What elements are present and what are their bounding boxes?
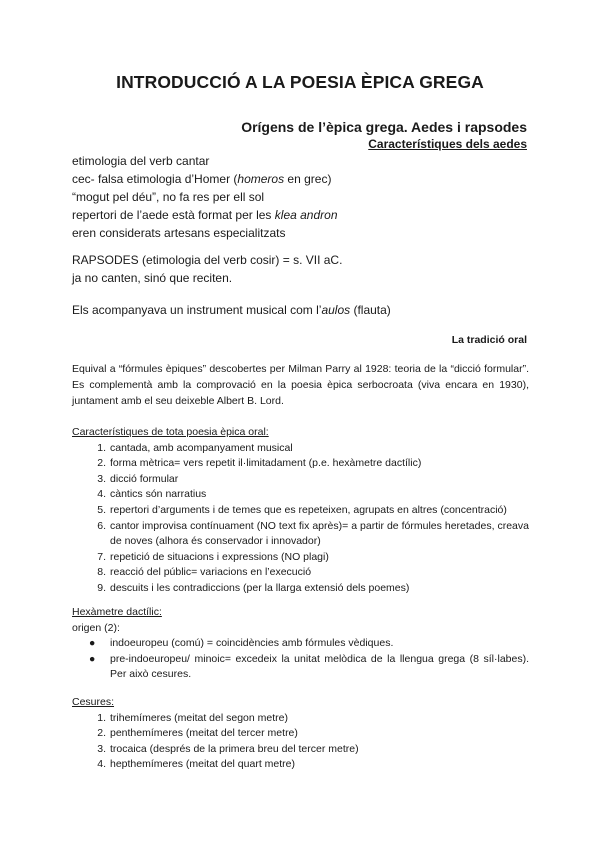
- bullet-icon: ●: [89, 652, 96, 665]
- list-item: 7. repetició de situacions i expressions (NO plagi): [97, 550, 329, 563]
- oral-tradition-paragraph: Equival a “fórmules èpiques” descobertes per Milman Parry al 1928: teoria de la “dicció formular”. Es complementà amb la comprovació en la poesia èpica serbocroata (viva encara en 1930), juntament amb el seu deixeble Albert B. Lord.: [72, 363, 529, 407]
- cesures-heading: Cesures:: [72, 696, 115, 708]
- oral-tradition-heading: La tradició oral: [451, 334, 527, 346]
- characteristics-section: [72, 425, 529, 597]
- list-item: 3. dicció formular: [97, 472, 179, 485]
- bullet-icon: ●: [89, 637, 96, 650]
- characteristics-heading: Característiques de tota poesia èpica oral:: [72, 426, 269, 438]
- characteristics-list: [72, 441, 529, 597]
- instrument-note: Els acompanyava un instrument musical com l’aulos (flauta): [72, 303, 391, 317]
- list-item: 4. hepthemímeres (meitat del quart metre): [97, 758, 295, 771]
- rapsodes-notes: [72, 251, 342, 287]
- aedes-line: cec- falsa etimologia d’Homer (homeros en grec): [72, 172, 332, 186]
- aedes-line: eren considerats artesans especialitzats: [72, 226, 286, 240]
- origin-label: origen (2):: [72, 621, 120, 634]
- list-item: 8. reacció del públic= variacions en l’execució: [97, 566, 312, 579]
- document-title: INTRODUCCIÓ A LA POESIA ÈPICA GREGA: [116, 72, 484, 92]
- list-item: 2. forma mètrica= vers repetit il·limitadament (p.e. hexàmetre dactílic): [97, 457, 422, 470]
- section-subtitle: Orígens de l’èpica grega. Aedes i rapsodes: [241, 119, 527, 135]
- list-item: 2. penthemímeres (meitat del tercer metre): [97, 727, 298, 740]
- list-item: 9. descuits i les contradiccions (per la llarga extensió dels poemes): [97, 581, 410, 594]
- rapsodes-line: ja no canten, sinó que reciten.: [72, 271, 233, 285]
- aedes-line: etimologia del verb cantar: [72, 154, 210, 168]
- list-item: 1. trihemímeres (meitat del segon metre): [97, 711, 288, 724]
- list-item: ● indoeuropeu (comú) = coincidències amb fórmules vèdiques.: [72, 636, 529, 652]
- list-item: 4. càntics són narratius: [97, 488, 207, 501]
- aedes-line: “mogut pel déu”, no fa res per ell sol: [72, 190, 265, 204]
- origin-list: [72, 636, 529, 683]
- list-item: 6. cantor improvisa contínuament (NO text fix après)= a partir de fórmules heretades, creava de noves (alhora és conservador i innovador): [97, 519, 529, 548]
- aedes-notes: [72, 152, 338, 242]
- list-item: 5. repertori d’arguments i de temes que es repeteixen, agrupats en altres (concentració): [97, 503, 507, 516]
- hexameter-heading: Hexàmetre dactílic:: [72, 606, 162, 618]
- aedes-line: repertori de l’aede està format per les klea andron: [72, 208, 338, 222]
- rapsodes-line: RAPSODES (etimologia del verb cosir) = s. VII aC.: [72, 253, 343, 267]
- cesures-list: [72, 711, 529, 773]
- cesures-section: [72, 695, 529, 773]
- hexameter-section: [72, 605, 529, 683]
- list-item: ● pre-indoeuropeu/ minoic= excedeix la unitat melòdica de la llengua grega (8 síl·labes). Per això cesures.: [89, 652, 529, 681]
- aedes-heading: Característiques dels aedes: [368, 137, 527, 151]
- list-item: 3. trocaica (després de la primera breu del tercer metre): [97, 742, 359, 755]
- list-item: 1. cantada, amb acompanyament musical: [97, 441, 293, 454]
